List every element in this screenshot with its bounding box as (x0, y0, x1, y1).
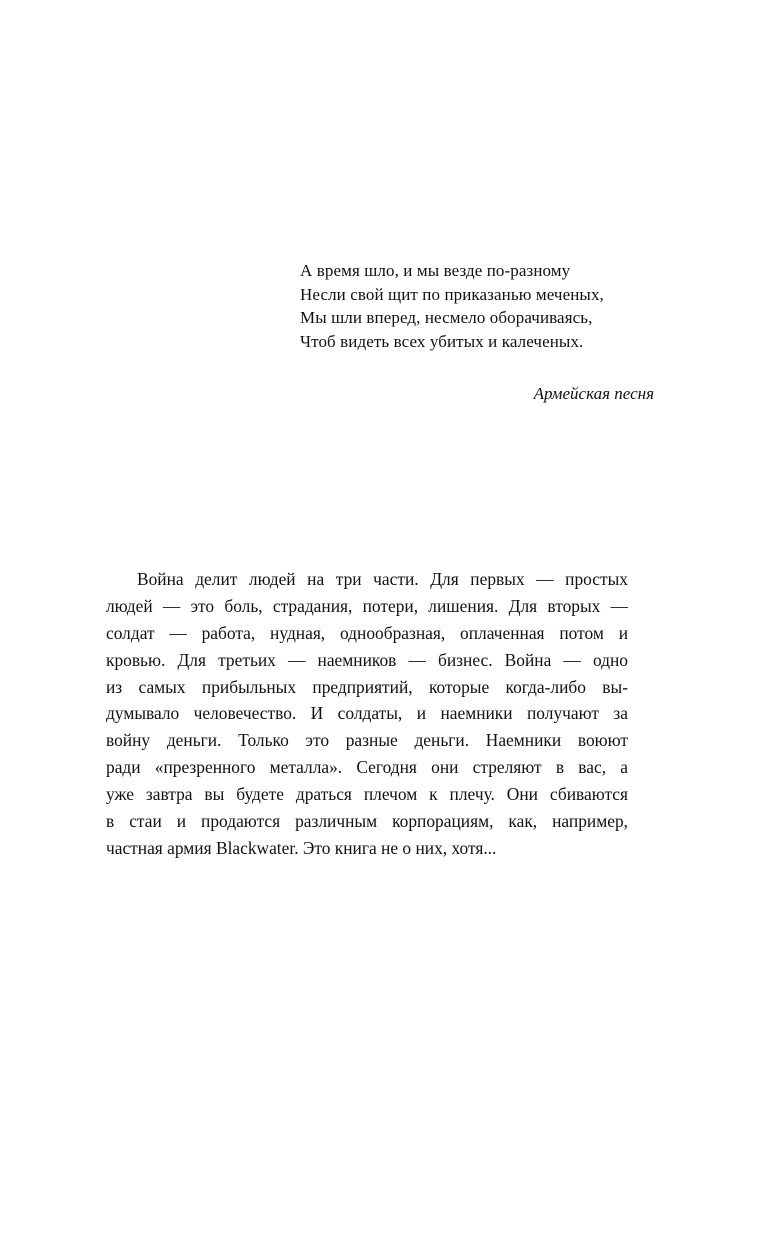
paragraph-line: солдат — работа, нудная, однообразная, оплаченная потом и (106, 622, 628, 643)
paragraph-line: войну деньги. Только это разные деньги. Наемники воюют (106, 730, 628, 751)
epigraph-line: Чтоб видеть всех убитых и калеченых. (300, 331, 584, 351)
paragraph-line: частная армия Blackwater. Это книга не о них, хотя... (106, 837, 497, 858)
paragraph-line: людей — это боль, страдания, потери, лишения. Для вторых — (106, 595, 628, 616)
paragraph-line: думывало человечество. И солдаты, и наемники получают за (106, 703, 628, 724)
paragraph-line: кровью. Для третьих — наемников — бизнес. Война — одно (106, 649, 628, 670)
epigraph-line: А время шло, и мы везде по-разному (300, 261, 571, 280)
paragraph-line: из самых прибыльных предприятий, которые когда-либо вы- (106, 676, 628, 697)
paragraph-line: ради «презренного металла». Сегодня они стреляют в вас, а (106, 757, 628, 778)
epigraph-attribution: Армейская песня (533, 384, 654, 403)
epigraph-line: Мы шли вперед, несмело оборачиваясь, (300, 308, 593, 327)
body-paragraph (106, 566, 628, 862)
paragraph-line: уже завтра вы будете драться плечом к плечу. Они сбиваются (106, 784, 628, 805)
epigraph (300, 259, 660, 353)
paragraph-line: Война делит людей на три части. Для первых — простых (137, 569, 628, 589)
paragraph-line: в стаи и продаются различным корпорациям, как, например, (106, 811, 628, 832)
epigraph-line: Несли свой щит по приказанью меченых, (300, 284, 604, 304)
